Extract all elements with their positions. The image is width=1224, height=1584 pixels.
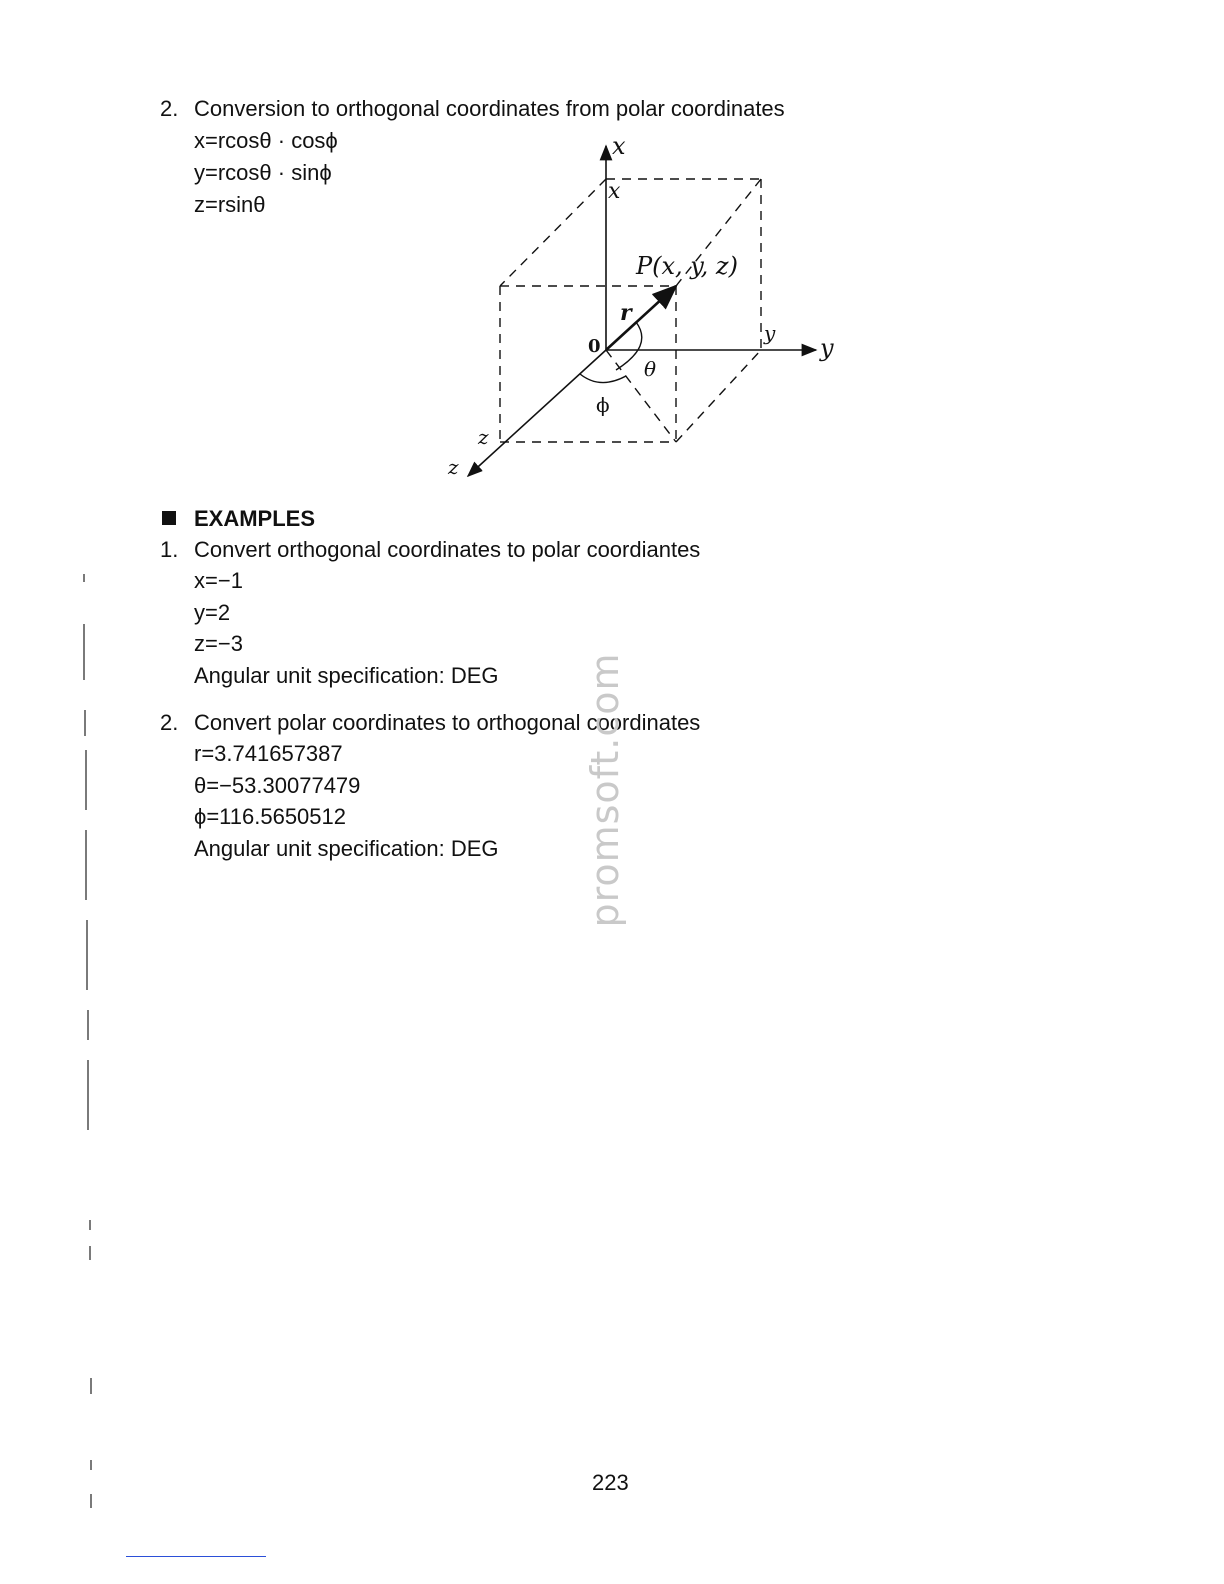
example1-title: Convert orthogonal coordinates to polar coordiantes xyxy=(194,537,701,562)
formula-z: z=rsinθ xyxy=(194,192,266,217)
example2-line: θ=−53.30077479 xyxy=(194,773,361,798)
example1-line: x=−1 xyxy=(194,568,243,593)
example1-line: Angular unit specification: DEG xyxy=(194,663,499,688)
z-tick-label: z xyxy=(478,425,489,449)
example2-line: ϕ=116.5650512 xyxy=(194,804,347,829)
example1-line: y=2 xyxy=(194,600,231,625)
scan-margin-marks xyxy=(80,560,100,1520)
example1-number: 1. xyxy=(160,537,179,562)
y-tick-label: y xyxy=(764,321,776,345)
example2-line: r=3.741657387 xyxy=(194,741,343,766)
page-number: 223 xyxy=(592,1470,629,1495)
example2-line: Angular unit specification: DEG xyxy=(194,836,499,861)
radius-label: r xyxy=(620,300,632,326)
origin-label: 0 xyxy=(588,336,601,357)
formula-y: y=rcosθ · sinϕ xyxy=(194,160,332,185)
bullet-square-icon xyxy=(162,511,176,525)
x-tick-label: x xyxy=(608,179,621,204)
point-label: P(x, y, z) xyxy=(636,252,738,280)
polar-coordinate-diagram xyxy=(440,136,850,486)
watermark xyxy=(560,640,650,940)
z-axis-label: z xyxy=(448,455,459,479)
z-axis-line xyxy=(468,350,606,476)
section-number: 2. xyxy=(160,96,179,121)
example1-line: z=−3 xyxy=(194,631,243,656)
footer-rule xyxy=(126,1556,266,1557)
phi-label: ϕ xyxy=(596,393,610,417)
section-title: Conversion to orthogonal coordinates from polar coordinates xyxy=(194,96,785,121)
watermark-text: promsoft.com xyxy=(583,652,627,928)
phi-arc xyxy=(580,374,626,383)
examples-heading: EXAMPLES xyxy=(194,506,316,531)
x-axis-label: x xyxy=(612,136,626,160)
formula-x: x=rcosθ · cosϕ xyxy=(194,128,338,153)
example2-title: Convert polar coordinates to orthogonal coordinates xyxy=(194,710,701,735)
example2-number: 2. xyxy=(160,710,179,735)
y-axis-label: y xyxy=(820,334,834,362)
theta-label: θ xyxy=(644,357,657,381)
